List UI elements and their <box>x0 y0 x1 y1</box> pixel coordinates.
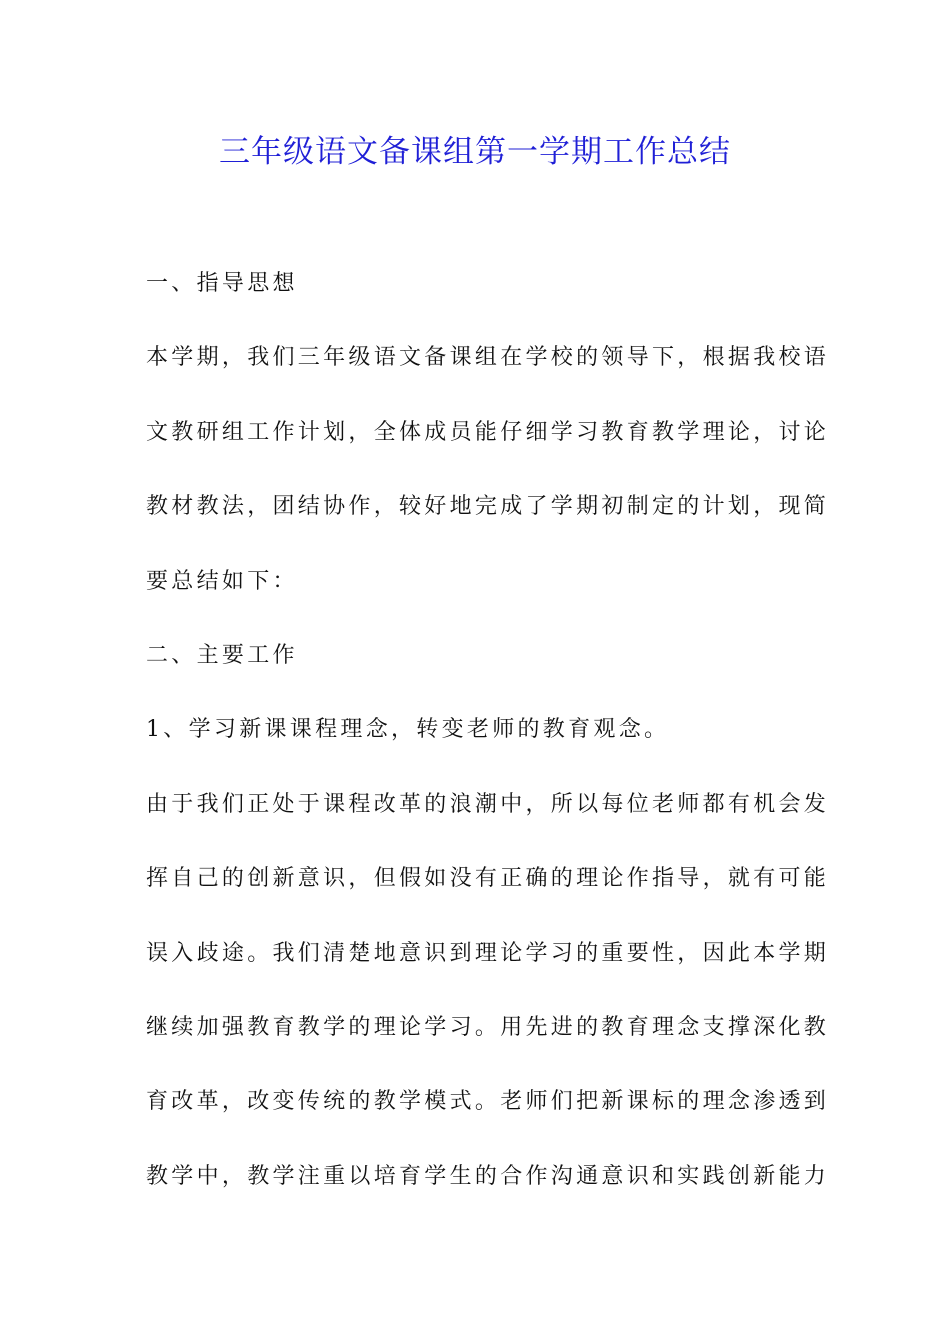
subsection-heading: 1、学习新课课程理念，转变老师的教育观念。 <box>146 717 670 743</box>
paragraph-line: 误入歧途。我们清楚地意识到理论学习的重要性，因此本学期 <box>146 940 830 966</box>
paragraph-line: 要总结如下： <box>146 568 298 594</box>
paragraph-line: 挥自己的创新意识，但假如没有正确的理论作指导，就有可能 <box>146 866 830 892</box>
document-title: 三年级语文备课组第一学期工作总结 <box>219 134 731 170</box>
section-heading-guiding-ideology: 一、指导思想 <box>146 271 298 296</box>
paragraph-line: 由于我们正处于课程改革的浪潮中，所以每位老师都有机会发 <box>146 791 830 817</box>
paragraph-line: 教学中，教学注重以培育学生的合作沟通意识和实践创新能力 <box>146 1163 830 1189</box>
section-heading-main-work: 二、主要工作 <box>146 642 298 668</box>
paragraph-line: 本学期，我们三年级语文备课组在学校的领导下，根据我校语 <box>146 345 830 371</box>
paragraph-line: 教材教法，团结协作，较好地完成了学期初制定的计划，现简 <box>146 494 830 520</box>
document-body <box>146 262 830 1229</box>
paragraph-line: 育改革，改变传统的教学模式。老师们把新课标的理念渗透到 <box>146 1089 830 1115</box>
paragraph-line: 继续加强教育教学的理论学习。用先进的教育理念支撑深化教 <box>146 1014 830 1040</box>
paragraph-line: 文教研组工作计划，全体成员能仔细学习教育教学理论，讨论 <box>146 419 830 445</box>
